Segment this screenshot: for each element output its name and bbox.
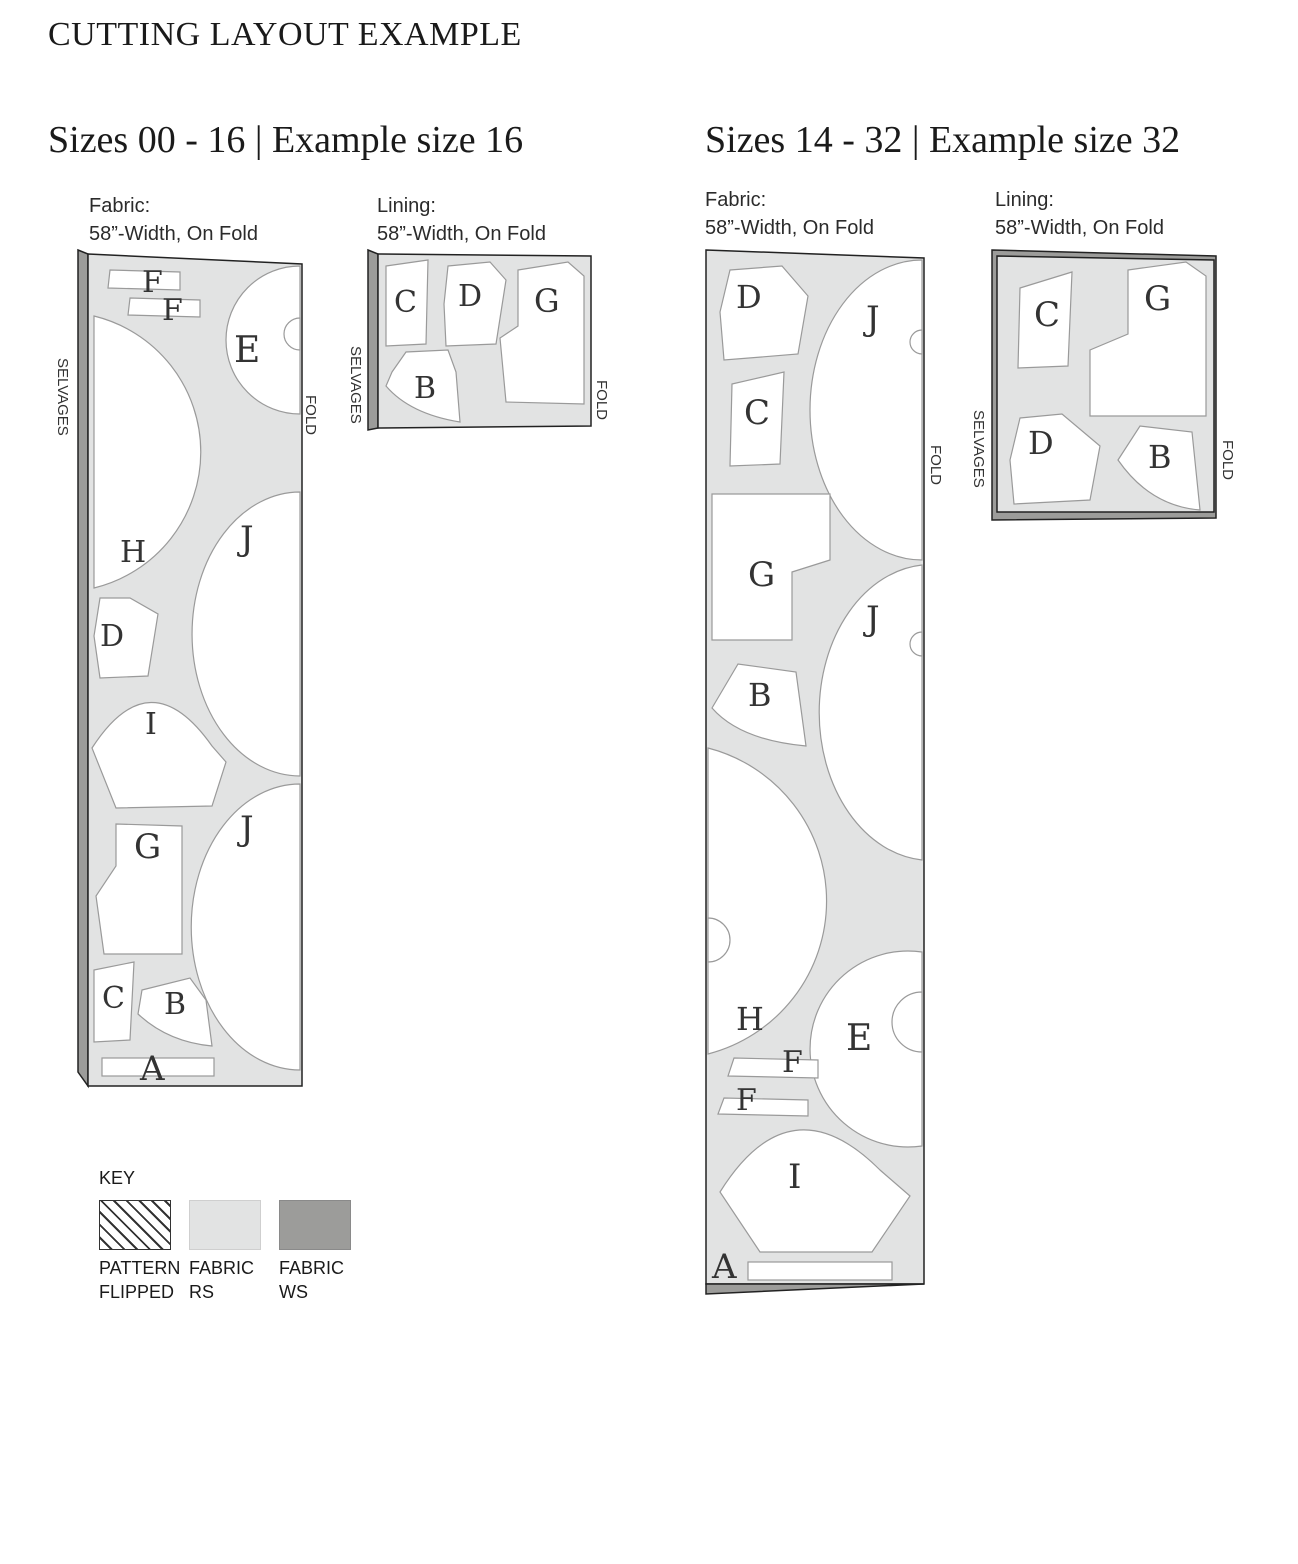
right-piece-letter-a: A (712, 1247, 737, 1287)
right-piece-letter-f1: F (782, 1045, 803, 1080)
right-heading: Sizes 14 - 32 | Example size 32 (705, 119, 1181, 161)
key-label-fabric-rs-line1: FABRIC (189, 1258, 255, 1278)
right-lining-letter-c: C (1034, 295, 1061, 335)
key-title: KEY (99, 1168, 136, 1188)
page-title: CUTTING LAYOUT EXAMPLE (48, 16, 522, 53)
right-piece-letter-e: E (846, 1018, 873, 1059)
key-label-fabric-ws-line1: FABRIC (279, 1258, 345, 1278)
piece-letter-i: I (145, 707, 157, 742)
lining-letter-c: C (394, 285, 417, 320)
piece-letter-f2: F (162, 293, 183, 328)
key-label-pattern-flipped-line2: FLIPPED (99, 1282, 175, 1302)
right-piece-letter-c: C (744, 393, 771, 433)
piece-letter-j1: J (240, 519, 254, 559)
right-piece-letter-h: H (736, 1000, 764, 1038)
lining-letter-b: B (414, 371, 437, 406)
right-lining-label-title: Lining: (995, 189, 1054, 211)
key-label-fabric-rs-line2: RS (189, 1282, 215, 1302)
left-lining-label-title: Lining: (377, 195, 436, 217)
right-lining-letter-b: B (1148, 438, 1172, 476)
right-fabric-label-spec: 58”-Width, On Fold (705, 217, 874, 239)
right-piece-letter-b: B (748, 676, 772, 714)
right-fabric-fold-label: FOLD (927, 445, 944, 486)
piece-letter-d: D (100, 619, 125, 654)
right-lining-selvages-label: SELVAGES (970, 410, 987, 488)
right-piece-letter-j2: J (866, 599, 880, 639)
right-fabric-label-title: Fabric: (705, 189, 767, 211)
lining-letter-g: G (534, 282, 560, 320)
left-fabric-fold-label: FOLD (302, 395, 319, 436)
piece-letter-e: E (234, 330, 261, 371)
left-heading: Sizes 00 - 16 | Example size 16 (48, 119, 524, 161)
piece-letter-g: G (134, 827, 162, 867)
piece-letter-j2: J (240, 809, 254, 849)
left-lining-selvages-label: SELVAGES (347, 346, 364, 424)
right-piece-letter-j1: J (866, 299, 880, 339)
right-lining-letter-d: D (1028, 424, 1054, 462)
right-piece-letter-i: I (788, 1157, 802, 1197)
lining-letter-d: D (458, 279, 483, 314)
right-piece-letter-d: D (736, 278, 762, 316)
left-fabric-selvages-label: SELVAGES (54, 358, 71, 436)
key-label-fabric-ws-line2: WS (279, 1282, 308, 1302)
piece-letter-a: A (140, 1049, 165, 1089)
piece-letter-b: B (164, 987, 187, 1022)
right-lining-letter-g: G (1144, 279, 1172, 319)
right-lining-label-spec: 58”-Width, On Fold (995, 217, 1164, 239)
piece-letter-h: H (120, 535, 147, 570)
piece-letter-f1: F (142, 265, 163, 300)
piece-letter-c: C (102, 981, 125, 1016)
key-label-pattern-flipped-line1: PATTERN (99, 1258, 181, 1278)
left-lining-label-spec: 58”-Width, On Fold (377, 223, 546, 245)
right-piece-letter-f2: F (736, 1083, 757, 1118)
right-piece-letter-g: G (748, 555, 776, 595)
right-lining-fold-label: FOLD (1219, 440, 1236, 481)
left-fabric-label-spec: 58”-Width, On Fold (89, 223, 258, 245)
left-lining-fold-label: FOLD (593, 380, 610, 421)
left-fabric-label-title: Fabric: (89, 195, 151, 217)
